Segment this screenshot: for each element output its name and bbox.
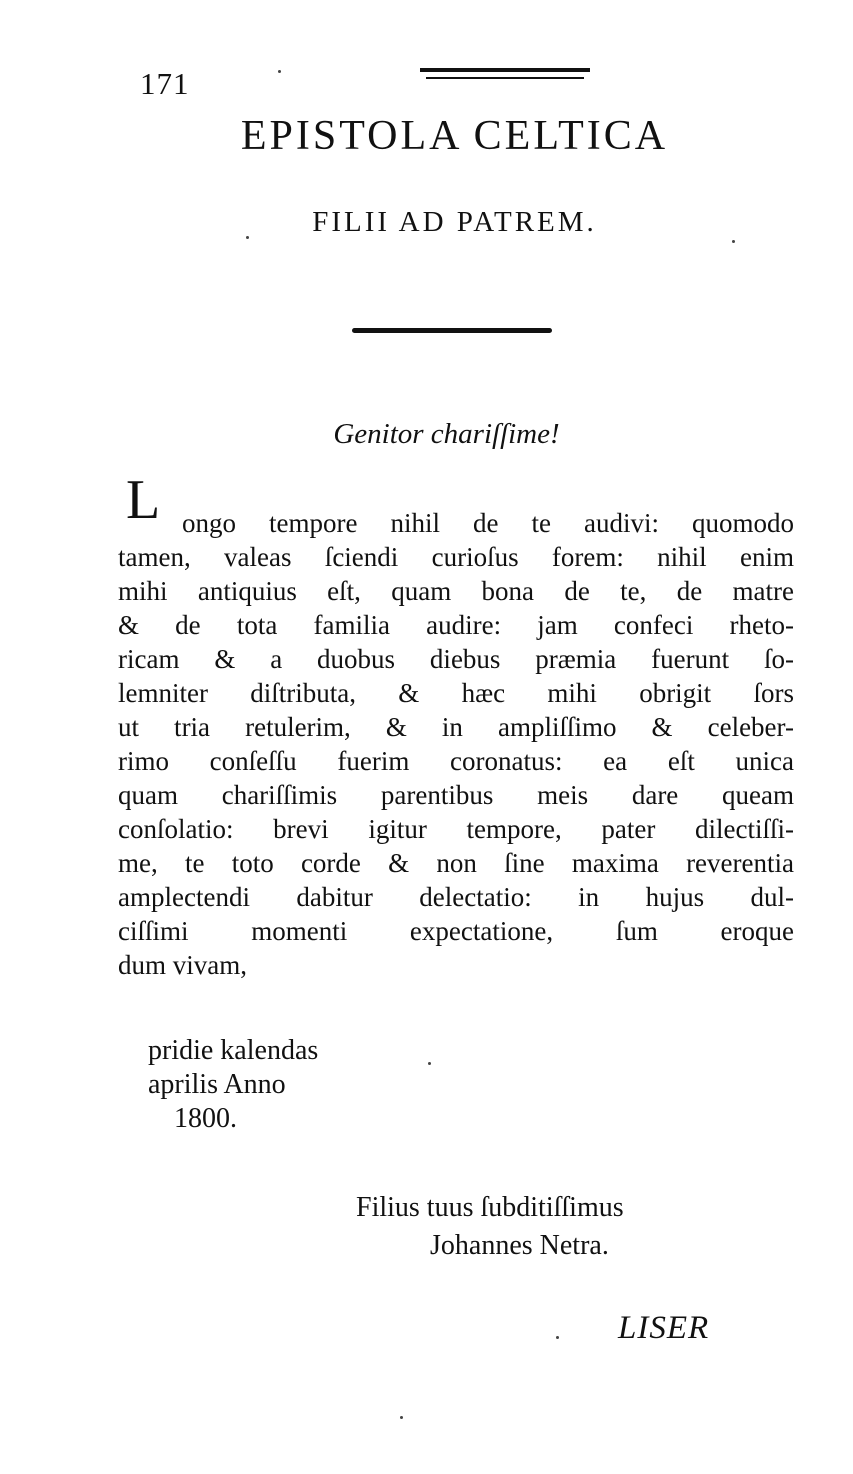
date-line: aprilis Anno: [148, 1069, 286, 1100]
body-line: amplectendi dabitur delectatio: in hujus dul-: [118, 882, 794, 912]
body-line: dum vivam,: [118, 950, 247, 980]
page-number: 171: [140, 66, 190, 101]
body-line: mihi antiquius eſt, quam bona de te, de matre: [118, 576, 794, 606]
header-rule: [420, 68, 590, 82]
scan-speck: [556, 1336, 559, 1339]
signature-line: Filius tuus ſubditiſſimus: [356, 1192, 624, 1223]
body-line: & de tota familia audire: jam confeci rheto-: [118, 610, 794, 640]
body-line: lemniter diſtributa, & hæc mihi obrigit ſors: [118, 678, 794, 708]
body-line: ciſſimi momenti expectatione, ſum eroque: [118, 916, 794, 946]
scan-speck: [732, 240, 735, 243]
scan-speck: [400, 1416, 403, 1419]
body-line: tamen, valeas ſciendi curioſus forem: nihil enim: [118, 542, 794, 572]
drop-cap: L: [126, 469, 161, 531]
body-line: ricam & a duobus diebus præmia fuerunt ſo-: [118, 644, 794, 674]
page-subtitle: FILII AD PATREM.: [312, 206, 597, 238]
body-line: ongo tempore nihil de te audivi: quomodo: [182, 508, 794, 538]
section-divider: [352, 328, 552, 333]
body-line: me, te toto corde & non ſine maxima reverentia: [118, 848, 794, 878]
body-line: conſolatio: brevi igitur tempore, pater dilectiſſi-: [118, 814, 794, 844]
date-line: 1800.: [174, 1103, 237, 1134]
catchword: LISER: [618, 1310, 710, 1346]
salutation: Genitor chariſſime!: [333, 418, 560, 450]
date-line: pridie kalendas: [148, 1035, 319, 1066]
body-line: ut tria retulerim, & in ampliſſimo & celeber-: [118, 712, 794, 742]
body-line: rimo conſeſſu fuerim coronatus: ea eſt unica: [118, 746, 794, 776]
scan-speck: [278, 70, 281, 73]
scan-speck: [428, 1062, 431, 1065]
scan-speck: [246, 236, 249, 239]
signature-line: Johannes Netra.: [430, 1230, 609, 1261]
page-title: EPISTOLA CELTICA: [240, 113, 669, 159]
body-line: quam chariſſimis parentibus meis dare queam: [118, 780, 794, 810]
